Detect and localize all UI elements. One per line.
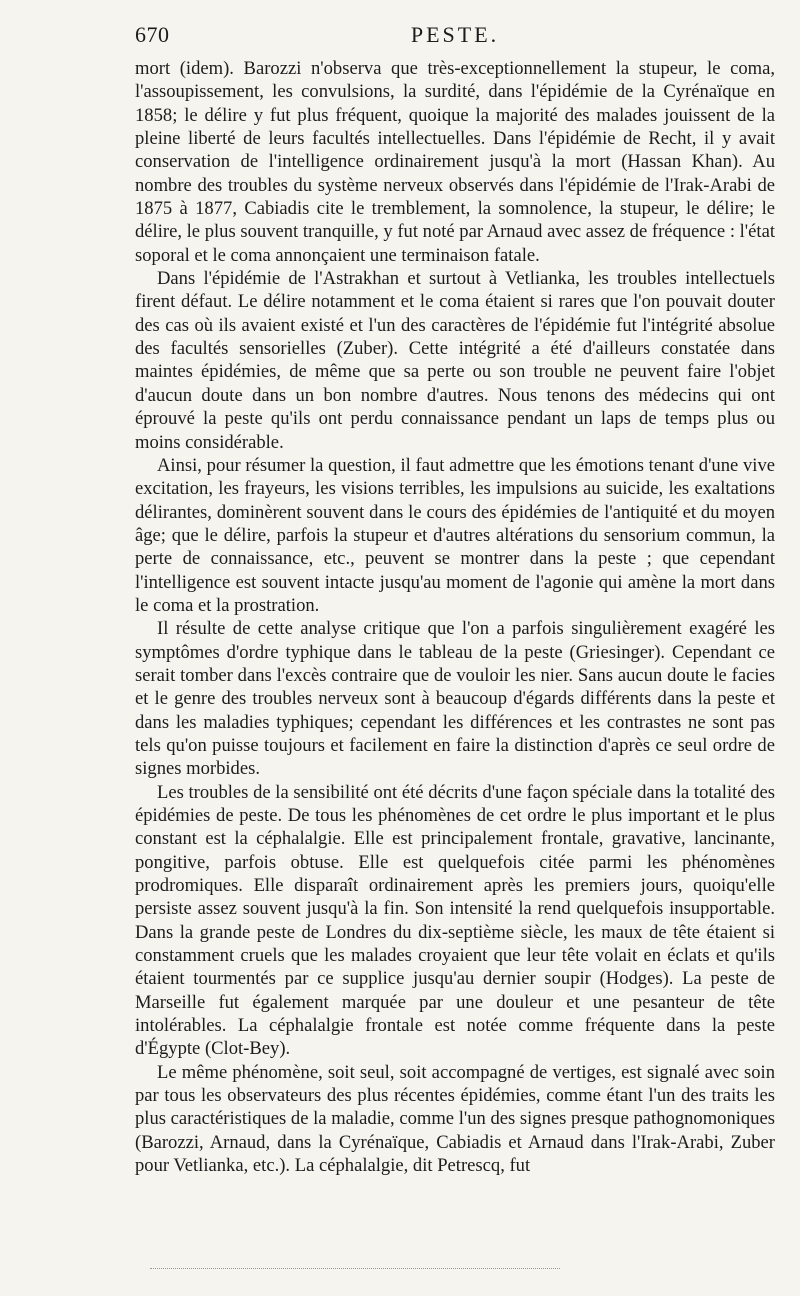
paragraph-3: Ainsi, pour résumer la question, il faut admettre que les émotions tenant d'une vive excitation, les frayeurs, les visions terribles, les impulsions au suicide, les exaltations délirantes, dominèrent souvent dans le cours des épidémies de l'antiquité et du moyen âge; que le délire, parfois la stupeur et d'autres altérations du sensorium commun, la perte de connaissance, etc., peuvent se montrer dans la peste ; que cependant l'intelligence est souvent intacte jusqu'au moment de l'agonie qui amène la mort dans le coma et la prostration. — [135, 454, 775, 616]
paragraph-2: Dans l'épidémie de l'Astrakhan et surtout à Vetlianka, les troubles intellectuels firent défaut. Le délire notamment et le coma étaient si rares que l'on pouvait douter des cas où ils avaient existé et l'un des caractères de l'épidémie fut l'intégrité absolue des facultés sensorielles (Zuber). Cette intégrité a été d'ailleurs constatée dans maintes épidémies, de même que sa perte ou son trouble ne peuvent faire l'objet d'aucun doute dans un bon nombre d'autres. Nous tenons des médecins qui ont éprouvé la peste qu'ils ont perdu connaissance pendant un laps de temps plus ou moins considérable. — [135, 268, 775, 453]
page-header — [135, 22, 775, 52]
paragraph-5: Les troubles de la sensibilité ont été décrits d'une façon spéciale dans la totalité des épidémies de peste. De tous les phénomènes de cet ordre le plus important et le plus constant est la céphalalgie. Elle est principalement frontale, gravative, lancinante, pongitive, parfois obtuse. Elle est quelquefois citée parmi les phénomènes prodromiques. Elle disparaît ordinairement après les premiers jours, quoiqu'elle persiste assez souvent jusqu'à la fin. Son intensité la rend quelquefois insupportable. Dans la grande peste de Londres du dix-septième siècle, les maux de tête étaient si constamment cruels que les malades croyaient que leur tête volait en éclats et qu'ils étaient tourmentés par ce supplice jusqu'au dernier soupir (Hodges). La peste de Marseille fut également marquée par une douleur et une pesanteur de tête intolérables. La céphalalgie frontale est notée comme fréquente dans la peste d'Égypte (Clot-Bey). — [135, 781, 775, 1060]
body-text — [135, 57, 775, 1178]
page-number: 670 — [135, 22, 170, 47]
paragraph-1: mort (idem). Barozzi n'observa que très-exceptionnellement la stupeur, le coma, l'assoupissement, les convulsions, la surdité, dans l'épidémie de la Cyrénaïque en 1858; le délire y fut plus fréquent, quoique la majorité des malades jouissent de la pleine liberté de leurs facultés intellectuelles. Dans l'épidémie de Recht, il y avait conservation de l'intelligence ordinairement jusqu'à la mort (Hassan Khan). Au nombre des troubles du système nerveux observés dans l'épidémie de l'Irak-Arabi de 1875 à 1877, Cabiadis cite le tremblement, la somnolence, la stupeur, le délire; le délire, le plus souvent tranquille, y fut noté par Arnaud avec assez de fréquence : l'état soporal et le coma annonçaient une terminaison fatale. — [135, 58, 775, 266]
bottom-rule — [150, 1268, 560, 1269]
running-head: PESTE. — [410, 22, 500, 47]
paragraph-6: Le même phénomène, soit seul, soit accompagné de vertiges, est signalé avec soin par tous les observateurs des plus récentes épidémies, comme étant l'un des traits les plus caractéristiques de la maladie, comme l'un des signes presque pathognomoniques (Barozzi, Arnaud, dans la Cyrénaïque, Cabiadis et Arnaud dans l'Irak-Arabi, Zuber pour Vetlianka, etc.). La céphalalgie, dit Petrescq, fut — [135, 1061, 776, 1177]
paragraph-4: Il résulte de cette analyse critique que l'on a parfois singulièrement exagéré les symptômes d'ordre typhique dans le tableau de la peste (Griesinger). Cependant ce serait tomber dans l'excès contraire que de vouloir les nier. Sans aucun doute le facies et le genre des troubles nerveux sont à beaucoup d'égards différents dans la peste et dans les maladies typhiques; cependant les différences et les contrastes ne sont pas tels qu'on puisse toujours et facilement en faire la distinction d'après ce seul ordre de signes morbides. — [135, 618, 775, 780]
